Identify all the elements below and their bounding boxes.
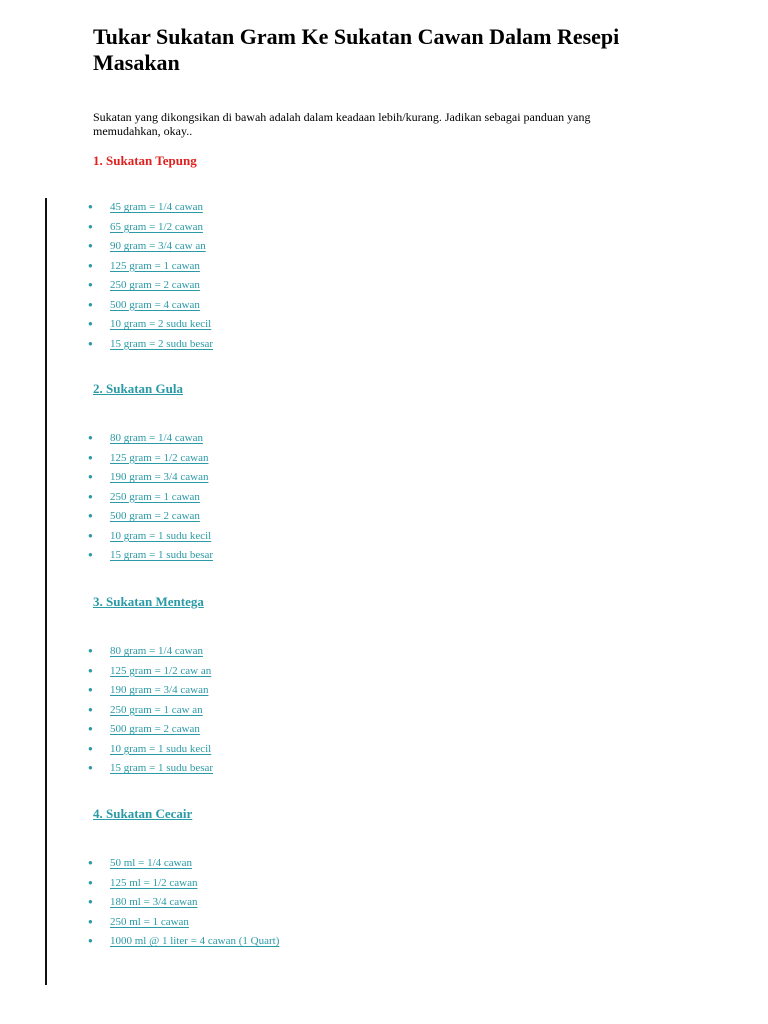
list-item[interactable]: ● 10 gram = 1 sudu kecil [88,739,213,759]
list-item[interactable]: ● 80 gram = 1/4 cawan [88,428,213,448]
list-item[interactable]: ● 500 gram = 2 cawan [88,506,213,526]
intro-text: Sukatan yang dikongsikan di bawah adalah dalam keadaan lebih/kurang. Jadikan sebagai panduan yang memudahkan, okay.. [93,110,591,138]
list-item[interactable]: ● 15 gram = 1 sudu besar [88,758,213,778]
bullet-icon: ● [88,530,93,540]
list-item[interactable]: ● 190 gram = 3/4 cawan [88,467,213,487]
section-title-gula[interactable]: 2. Sukatan Gula [93,381,183,396]
list-item[interactable]: ● 50 ml = 1/4 cawan [88,853,279,873]
bullet-icon: ● [88,916,93,926]
list-cecair [88,853,279,951]
list-tepung [88,197,213,353]
bullet-icon: ● [88,897,93,906]
bullet-icon: ● [88,221,93,231]
bullet-icon: ● [88,646,93,655]
list-item[interactable]: ● 90 gram = 3/4 caw an [88,236,213,256]
bullet-icon: ● [88,260,93,270]
list-item[interactable]: ● 180 ml = 3/4 cawan [88,892,279,912]
list-item[interactable]: ● 125 gram = 1/2 cawan [88,448,213,468]
list-item[interactable]: ● 250 ml = 1 cawan [88,912,279,932]
bullet-icon: ● [88,280,93,289]
bullet-icon: ● [88,877,93,887]
list-item[interactable]: ● 250 gram = 1 caw an [88,700,213,720]
list-mentega [88,641,213,778]
list-item[interactable]: ● 500 gram = 2 cawan [88,719,213,739]
bullet-icon: ● [88,685,93,694]
section-title-cecair[interactable]: 4. Sukatan Cecair [93,806,193,821]
bullet-icon: ● [88,433,93,442]
bullet-icon: ● [88,511,93,520]
list-item[interactable]: ● 125 gram = 1/2 caw an [88,661,213,681]
list-item[interactable]: ● 190 gram = 3/4 cawan [88,680,213,700]
bullet-icon: ● [88,704,93,714]
list-item[interactable]: ● 250 gram = 1 cawan [88,487,213,507]
bullet-icon: ● [88,550,93,559]
list-item[interactable]: ● 15 gram = 2 sudu besar [88,334,213,354]
bullet-icon: ● [88,452,93,462]
bullet-icon: ● [88,472,93,481]
bullet-icon: ● [88,319,93,328]
page-header [93,24,673,76]
list-item[interactable]: ● 45 gram = 1/4 cawan [88,197,213,217]
section-title-tepung: 1. Sukatan Tepung [93,153,197,168]
bullet-icon: ● [88,665,93,675]
margin-line [45,198,47,985]
list-item[interactable]: ● 125 ml = 1/2 cawan [88,873,279,893]
bullet-icon: ● [88,858,93,867]
bullet-icon: ● [88,491,93,501]
bullet-icon: ● [88,724,93,733]
list-item[interactable]: ● 65 gram = 1/2 cawan [88,217,213,237]
list-item[interactable]: ● 80 gram = 1/4 cawan [88,641,213,661]
list-item[interactable]: ● 250 gram = 2 cawan [88,275,213,295]
bullet-icon: ● [88,936,93,945]
bullet-icon: ● [88,299,93,309]
bullet-icon: ● [88,241,93,250]
bullet-icon: ● [88,202,93,211]
section-title-mentega[interactable]: 3. Sukatan Mentega [93,594,204,609]
list-gula [88,428,213,565]
page-title: Tukar Sukatan Gram Ke Sukatan Cawan Dalam Resepi Masakan [93,24,620,75]
bullet-icon: ● [88,338,93,348]
list-item[interactable]: ● 125 gram = 1 cawan [88,256,213,276]
list-item[interactable]: ● 15 gram = 1 sudu besar [88,545,213,565]
list-item[interactable]: ● 500 gram = 4 cawan [88,295,213,315]
list-item[interactable]: ● 1000 ml @ 1 liter = 4 cawan (1 Quart) [88,931,279,951]
bullet-icon: ● [88,743,93,753]
list-item[interactable]: ● 10 gram = 2 sudu kecil [88,314,213,334]
bullet-icon: ● [88,763,93,772]
list-item[interactable]: ● 10 gram = 1 sudu kecil [88,526,213,546]
